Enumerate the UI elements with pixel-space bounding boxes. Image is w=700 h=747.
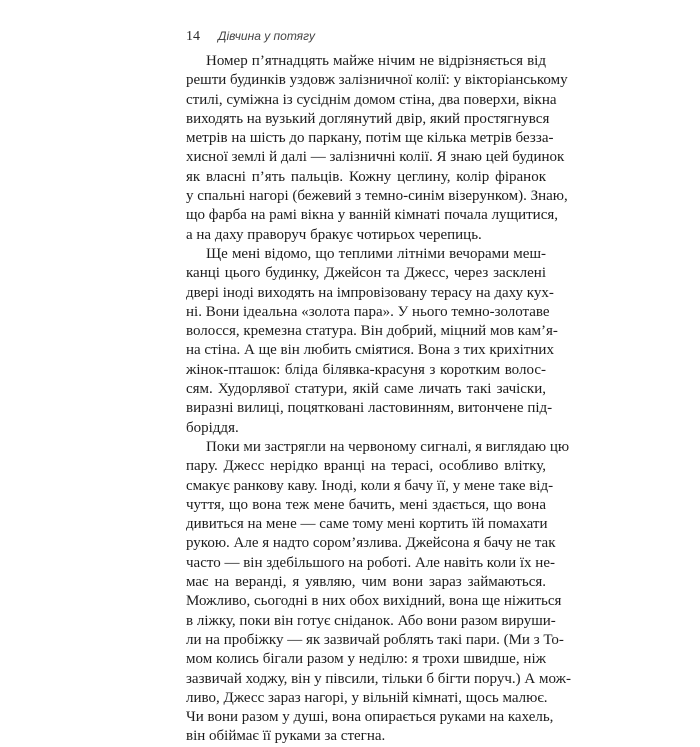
text-line: чуття, що вона теж мене бачить, мені здається, що вона [186,496,546,513]
text-line: виходять на вузький доглянутий двір, який простягнувся [186,110,550,127]
text-line: рукою. Але я надто сором’язлива. Джейсона я бачу не так [186,535,556,552]
text-line: має на веранді, я уявляю, чим вони зараз займаються. [186,574,546,591]
text-line: Номер п’ятнадцять майже нічим не відрізняється від [206,53,546,69]
text-line: пару. Джесс нерідко вранці на терасі, особливо влітку, [186,458,546,475]
text-line: зазвичай ходжу, він у півсили, тільки б бігти поруч.) А мож- [186,670,571,687]
text-line: канці цього будинку, Джейсон та Джесс, через засклені [186,265,546,282]
text-line: Ще мені відомо, що теплими літніми вечорами меш- [206,245,546,262]
text-line: в ліжку, поки він готує сніданок. Або вони разом вируши- [186,612,556,629]
paragraph [186,52,568,245]
text-line: метрів на шість до паркану, потім ще кілька метрів безза- [186,130,554,147]
text-line: а на даху праворуч бракує чотирьох черепиць. [186,226,482,243]
text-line: ні. Вони ідеальна «золота пара». У нього темно-золотаве [186,303,550,320]
text-line: жінок-пташок: бліда білявка-красуня з коротким волос- [186,361,546,378]
text-line: Чи вони разом у душі, вона опирається руками на кахель, [186,709,554,726]
text-line: дивиться на мене — саме тому мені кортить їй помахати [186,516,548,533]
text-line: як власні п’ять пальців. Кожну цеглину, колір фіранок [186,168,546,185]
text-line: стилі, суміжна із сусіднім домом стіна, два поверхи, вікна [186,91,557,108]
paragraph [186,438,571,747]
text-line: ливо, Джесс зараз нагорі, у вільній кімнаті, щось малює. [186,689,548,706]
text-line: сям. Худорлявої статури, якій саме личать такі зачіски, [186,381,546,398]
text-line: Поки ми застрягли на червоному сигналі, я виглядаю цю [206,438,570,455]
text-line: смакує ранкову каву. Іноді, коли я бачу її, у мене таке від- [186,477,554,494]
body-text [186,52,571,747]
page-number: 14 [186,29,200,44]
text-line: ли на пробіжку — як зазвичай роблять такі пари. (Ми з То- [186,631,564,648]
running-title: Дівчина у потягу [218,29,316,43]
text-line: волосся, кремезна статура. Він добрий, міцний мов кам’я- [186,323,558,340]
text-line: Можливо, сьогодні в них обох вихідний, вона ще ніжиться [186,593,562,610]
text-line: він обіймає її руками за стегна. [186,728,386,745]
text-line: виразні вилиці, поцятковані ластовинням, витончене під- [186,400,553,417]
text-line: на стіна. А ще він любить сміятися. Вона з тих крихітних [186,342,554,359]
text-line: мом колись бігали разом у неділю: я трохи швидше, ніж [186,651,546,668]
text-line: що фарба на рамі вікна у ванній кімнаті почала лущитися, [186,207,559,224]
running-head [186,28,315,44]
text-line: часто — він здебільшого на роботі. Але навіть коли їх не- [186,554,555,571]
text-line: хисної землі й далі — залізничні колії. Я знаю цей будинок [186,149,565,166]
paragraph [186,245,558,438]
text-line: у спальні нагорі (бежевий з темно-синім візерунком). Знаю, [186,188,568,205]
text-line: двері іноді виходять на імпровізовану терасу на даху кух- [186,284,554,301]
text-line: решти будинків уздовж залізничної колії: у вікторіанському [186,72,568,89]
text-line: боріддя. [186,419,239,436]
